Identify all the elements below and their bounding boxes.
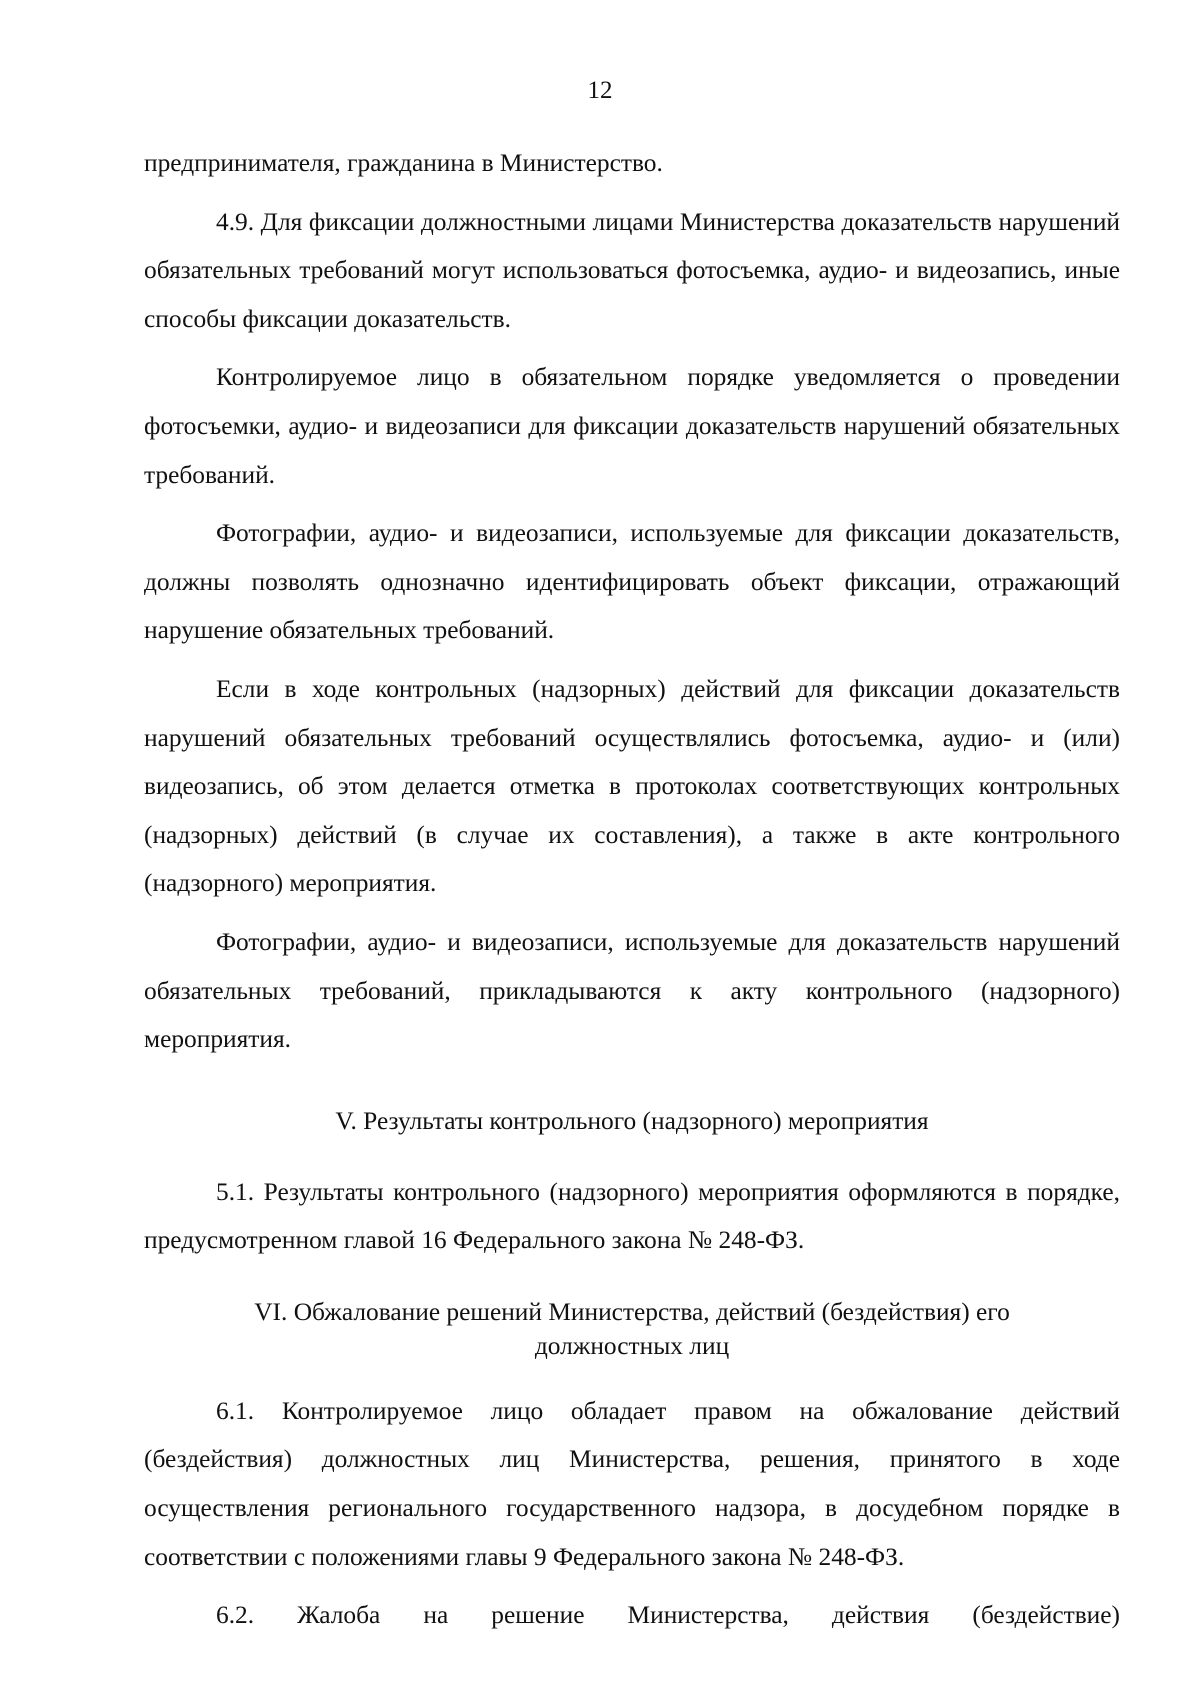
paragraph-6-2 — [144, 1591, 1120, 1640]
document-body — [144, 139, 1120, 1640]
paragraph-photo-requirements: Фотографии, аудио- и видеозаписи, используемые для фиксации доказательств, должны позволять однозначно идентифицировать объект фиксации, отражающий нарушение обязательных требований. — [144, 519, 1120, 645]
page-number: 12 — [587, 77, 613, 104]
section-heading-vi-line1: VI. Обжалование решений Министерства, действий (бездействия) его — [254, 1297, 1010, 1326]
paragraph-notification: Контролируемое лицо в обязательном порядке уведомляется о проведении фотосъемки, аудио- и видеозаписи для фиксации доказательств нарушений обязательных требований. — [144, 363, 1120, 489]
paragraph-continuation: предпринимателя, гражданина в Министерство. — [144, 149, 663, 177]
paragraph-protocol-note: Если в ходе контрольных (надзорных) действий для фиксации доказательств нарушений обязательных требований осуществлялись фотосъемка, аудио- и (или) видеозапись, об этом делается отметка в протоколах соответствующих контрольных (надзорных) действий (в случае их составления), а также в акте контрольного (надзорного) мероприятия. — [144, 674, 1120, 898]
section-heading-vi — [144, 1295, 1120, 1363]
paragraph-4-9: 4.9. Для фиксации должностными лицами Министерства доказательств нарушений обязательных требований могут использоваться фотосъемка, аудио- и видеозапись, иные способы фиксации доказательств. — [144, 207, 1120, 333]
paragraph-5-1: 5.1. Результаты контрольного (надзорного) мероприятия оформляются в порядке, предусмотренном главой 16 Федерального закона № 248-ФЗ. — [144, 1177, 1120, 1255]
paragraph-attachments: Фотографии, аудио- и видеозаписи, используемые для доказательств нарушений обязательных требований, прикладываются к акту контрольного (надзорного) мероприятия. — [144, 927, 1120, 1054]
section-heading-vi-line2: должностных лиц — [534, 1331, 730, 1360]
paragraph-6-2-text: 6.2. Жалоба на решение Министерства, действия (бездействие) — [216, 1601, 1120, 1630]
section-heading-v: V. Результаты контрольного (надзорного) мероприятия — [335, 1106, 929, 1135]
paragraph-6-1: 6.1. Контролируемое лицо обладает правом на обжалование действий (бездействия) должностных лиц Министерства, решения, принятого в ходе осуществления регионального государственного надзора, в досудебном порядке в соответствии с положениями главы 9 Федерального закона № 248-ФЗ. — [144, 1396, 1120, 1571]
